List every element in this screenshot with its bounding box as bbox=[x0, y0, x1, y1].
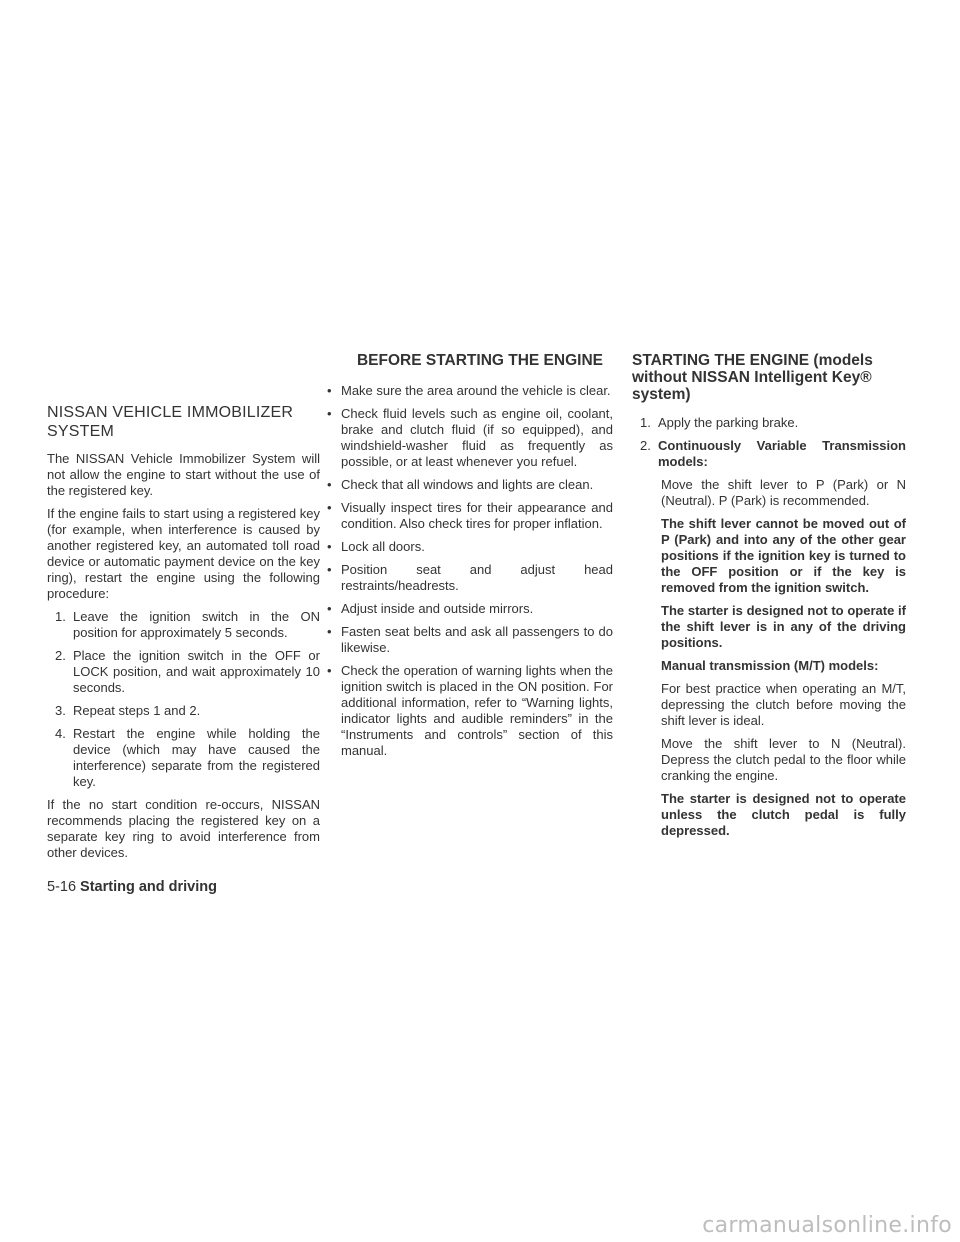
list-item: 3. Repeat steps 1 and 2. bbox=[55, 703, 201, 718]
list-item: 1. Leave the ignition switch in the ON position for approximately 5 seconds. bbox=[55, 609, 320, 640]
column-before-starting bbox=[327, 352, 613, 766]
page-number: 5-16 bbox=[47, 879, 77, 895]
watermark: carmanualsonline.info bbox=[702, 1213, 952, 1238]
immobilizer-recommendation: If the no start condition re-occurs, NISSAN recommends placing the registered key on a separate key ring to avoid interference from other devices. bbox=[47, 797, 320, 860]
immobilizer-heading: NISSAN VEHICLE IMMOBILIZER SYSTEM bbox=[47, 404, 294, 440]
starting-steps bbox=[632, 415, 906, 470]
list-item: • Position seat and adjust head restraints/headrests. bbox=[327, 562, 613, 593]
before-starting-checklist bbox=[327, 383, 613, 759]
column-starting-engine bbox=[632, 352, 906, 846]
list-item: • Check fluid levels such as engine oil, coolant, brake and clutch fluid (if so equipped), and windshield-washer fluid as frequently as possible, or at least whenever you refuel. bbox=[327, 406, 613, 469]
mt-best-practice: For best practice when operating an M/T, depressing the clutch before moving the shift lever is ideal. bbox=[661, 681, 906, 728]
cvt-instruction: Move the shift lever to P (Park) or N (Neutral). P (Park) is recommended. bbox=[661, 477, 906, 508]
column-immobilizer bbox=[47, 403, 320, 868]
starting-engine-heading: STARTING THE ENGINE (models without NISSAN Intelligent Key® system) bbox=[632, 352, 873, 403]
list-item: 4. Restart the engine while holding the device (which may have caused the interference) separate from the registered key. bbox=[55, 726, 320, 789]
immobilizer-procedure-intro: If the engine fails to start using a registered key (for example, when interference is caused by another registered key, an automated toll road device or automatic payment device on the key ring), restart the engine using the following procedure: bbox=[47, 506, 320, 601]
mt-warning-starter: The starter is designed not to operate unless the clutch pedal is fully depressed. bbox=[661, 791, 906, 838]
cvt-warning-starter: The starter is designed not to operate if the shift lever is in any of the driving positions. bbox=[661, 603, 906, 650]
immobilizer-steps bbox=[47, 609, 320, 790]
list-item: 1. Apply the parking brake. bbox=[640, 415, 799, 430]
starting-engine-body bbox=[632, 415, 906, 839]
mt-instruction: Move the shift lever to N (Neutral). Depress the clutch pedal to the floor while cranking the engine. bbox=[661, 736, 906, 783]
cvt-warning-shift-lever: The shift lever cannot be moved out of P (Park) and into any of the other gear positions if the ignition key is turned to the OFF position or if the key is removed from the ignition switch. bbox=[661, 516, 906, 595]
list-item: • Lock all doors. bbox=[327, 539, 425, 554]
list-item: • Visually inspect tires for their appearance and condition. Also check tires for proper inflation. bbox=[327, 500, 613, 531]
chapter-title: Starting and driving bbox=[80, 879, 217, 895]
step-2-details bbox=[632, 477, 906, 839]
list-item: 2. Continuously Variable Transmission models: bbox=[640, 438, 906, 469]
list-item: • Check that all windows and lights are clean. bbox=[327, 477, 594, 492]
immobilizer-intro: The NISSAN Vehicle Immobilizer System will not allow the engine to start without the use of the registered key. bbox=[47, 451, 320, 498]
list-item: 2. Place the ignition switch in the OFF or LOCK position, and wait approximately 10 seconds. bbox=[55, 648, 320, 695]
list-item: • Adjust inside and outside mirrors. bbox=[327, 601, 534, 616]
before-starting-heading: BEFORE STARTING THE ENGINE bbox=[356, 352, 603, 369]
page-footer bbox=[47, 878, 217, 896]
list-item: • Check the operation of warning lights when the ignition switch is placed in the ON position. For additional information, refer to “Warning lights, indicator lights and audible reminders” in the “Instruments and controls” section of this manual. bbox=[327, 663, 613, 758]
mt-subheading: Manual transmission (M/T) models: bbox=[661, 658, 879, 673]
list-item: • Make sure the area around the vehicle is clear. bbox=[327, 383, 611, 398]
list-item: • Fasten seat belts and ask all passengers to do likewise. bbox=[327, 624, 613, 655]
